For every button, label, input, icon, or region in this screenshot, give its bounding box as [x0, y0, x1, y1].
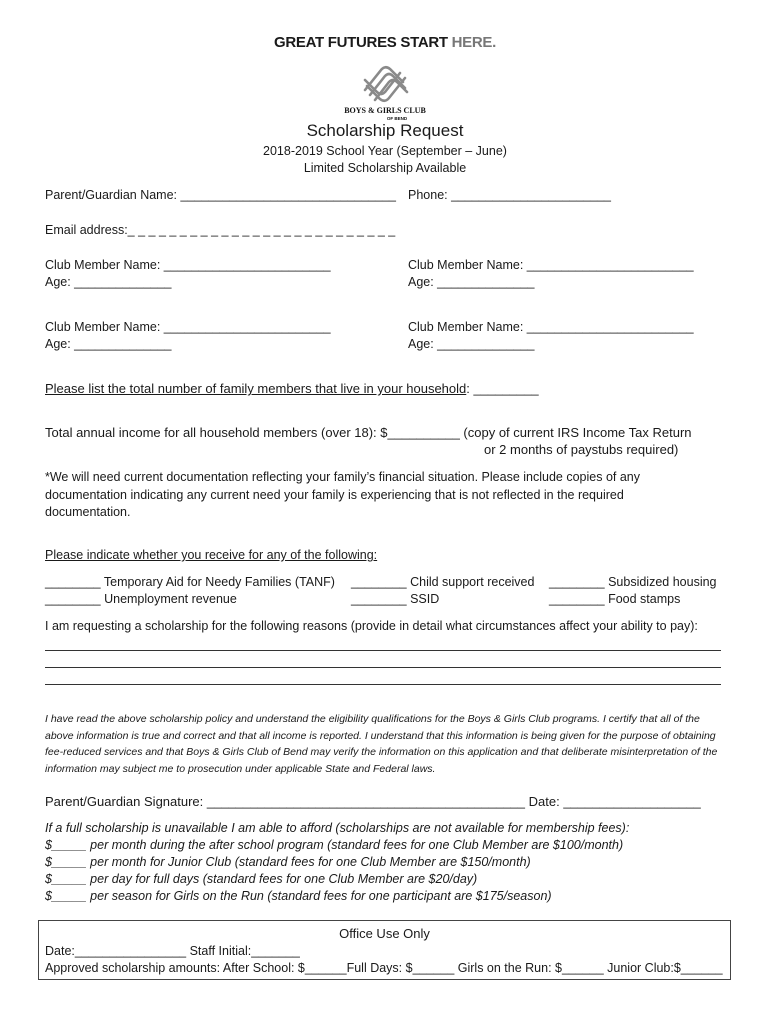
documentation-note: *We will need current documentation reflecting your family’s financial situation. Please include copies of any documentation indicating any current need your family is experiencing that is not reflected in the required documentation. — [45, 470, 640, 519]
club-member-age-field[interactable]: Age: ______________ — [45, 337, 172, 351]
reason-line[interactable] — [45, 650, 721, 651]
club-member-name-field[interactable]: Club Member Name: ________________________ — [408, 258, 694, 272]
office-date-staff-field[interactable]: Date:________________ Staff Initial:_______ — [45, 944, 300, 958]
club-member-name-field[interactable]: Club Member Name: ________________________ — [45, 320, 331, 334]
club-logo — [335, 60, 435, 122]
club-member-age-field[interactable]: Age: ______________ — [45, 275, 172, 289]
tagline — [0, 34, 770, 51]
date-field[interactable]: ___________________ — [563, 794, 701, 809]
after-school-amount-field[interactable]: $_____ per month during the after school program (standard fees for one Club Member are $100/month) — [45, 838, 624, 852]
date-label: Date: — [525, 794, 564, 809]
signature-label: Parent/Guardian Signature: — [45, 794, 207, 809]
household-label: Please list the total number of family members that live in your household — [45, 381, 467, 396]
club-member-name-field[interactable]: Club Member Name: ________________________ — [45, 258, 331, 272]
junior-club-amount-field[interactable]: $_____ per month for Junior Club (standard fees for one Club Member are $150/month) — [45, 855, 531, 869]
household-blank: : _________ — [466, 381, 539, 396]
household-count-field[interactable] — [45, 381, 539, 396]
food-stamps-option[interactable]: ________ Food stamps — [549, 592, 681, 606]
ssid-option[interactable]: ________ SSID — [351, 592, 440, 606]
logo-text: BOYS & GIRLS CLUB — [344, 106, 426, 115]
phone-field[interactable]: Phone: _______________________ — [408, 188, 611, 202]
parent-name-field[interactable]: Parent/Guardian Name: _______________________________ — [45, 188, 396, 202]
girls-on-the-run-amount-field[interactable]: $_____ per season for Girls on the Run (standard fees for one participant are $175/season) — [45, 889, 552, 903]
tagline-main: GREAT FUTURES START — [274, 34, 452, 51]
assistance-label: Please indicate whether you receive for any of the following: — [45, 548, 378, 562]
club-member-age-field[interactable]: Age: ______________ — [408, 337, 535, 351]
logo-subtext: OF BEND — [386, 116, 408, 121]
unemployment-option[interactable]: ________ Unemployment revenue — [45, 592, 237, 606]
afford-intro: If a full scholarship is unavailable I am able to afford (scholarships are not available for membership fees): — [45, 821, 630, 835]
reasons-label: I am requesting a scholarship for the following reasons (provide in detail what circumstances affect your ability to pay): — [45, 619, 698, 633]
office-use-title: Office Use Only — [339, 926, 430, 941]
school-year: 2018-2019 School Year (September – June) — [263, 144, 507, 158]
income-field[interactable]: Total annual income for all household members (over 18): $__________ (copy of current IRS Income Tax Return — [45, 425, 692, 440]
availability-note: Limited Scholarship Available — [303, 161, 467, 175]
tanf-option[interactable]: ________ Temporary Aid for Needy Families (TANF) — [45, 575, 335, 589]
signature-field[interactable]: ____________________________________________ — [206, 794, 526, 809]
reason-line[interactable] — [45, 667, 721, 668]
full-day-amount-field[interactable]: $_____ per day for full days (standard fees for one Club Member are $20/day) — [45, 872, 478, 886]
reason-line[interactable] — [45, 684, 721, 685]
club-member-age-field[interactable]: Age: ______________ — [408, 275, 535, 289]
signature-row — [45, 794, 701, 809]
tagline-accent: HERE. — [451, 34, 496, 51]
club-member-name-field[interactable]: Club Member Name: ________________________ — [408, 320, 694, 334]
subsidized-housing-option[interactable]: ________ Subsidized housing — [549, 575, 717, 589]
page-title: Scholarship Request — [306, 121, 464, 140]
email-field[interactable]: Email address:_ _ _ _ _ _ _ _ _ _ _ _ _ _ _ _ _ _ _ _ _ _ _ _ _ _ — [45, 223, 396, 237]
certification-statement: I have read the above scholarship policy and understand the eligibility qualifications for the Boys & Girls Club programs. I certify that all of the above information is true and correct and that all income is reported. I understand that this information is being given for the purpose of obtaining fee-reduced services and that Boys & Girls Club of Bend may verify the information on this application and that deliberate misinterpretation of the information may subject me to prosecution under applicable State and Federal laws. — [45, 713, 718, 775]
income-note: or 2 months of paystubs required) — [484, 442, 679, 457]
approved-amounts-field[interactable]: Approved scholarship amounts: After School: $______Full Days: $______ Girls on the Run: $______ Junior Club:$______ — [45, 961, 723, 975]
child-support-option[interactable]: ________ Child support received — [351, 575, 535, 589]
